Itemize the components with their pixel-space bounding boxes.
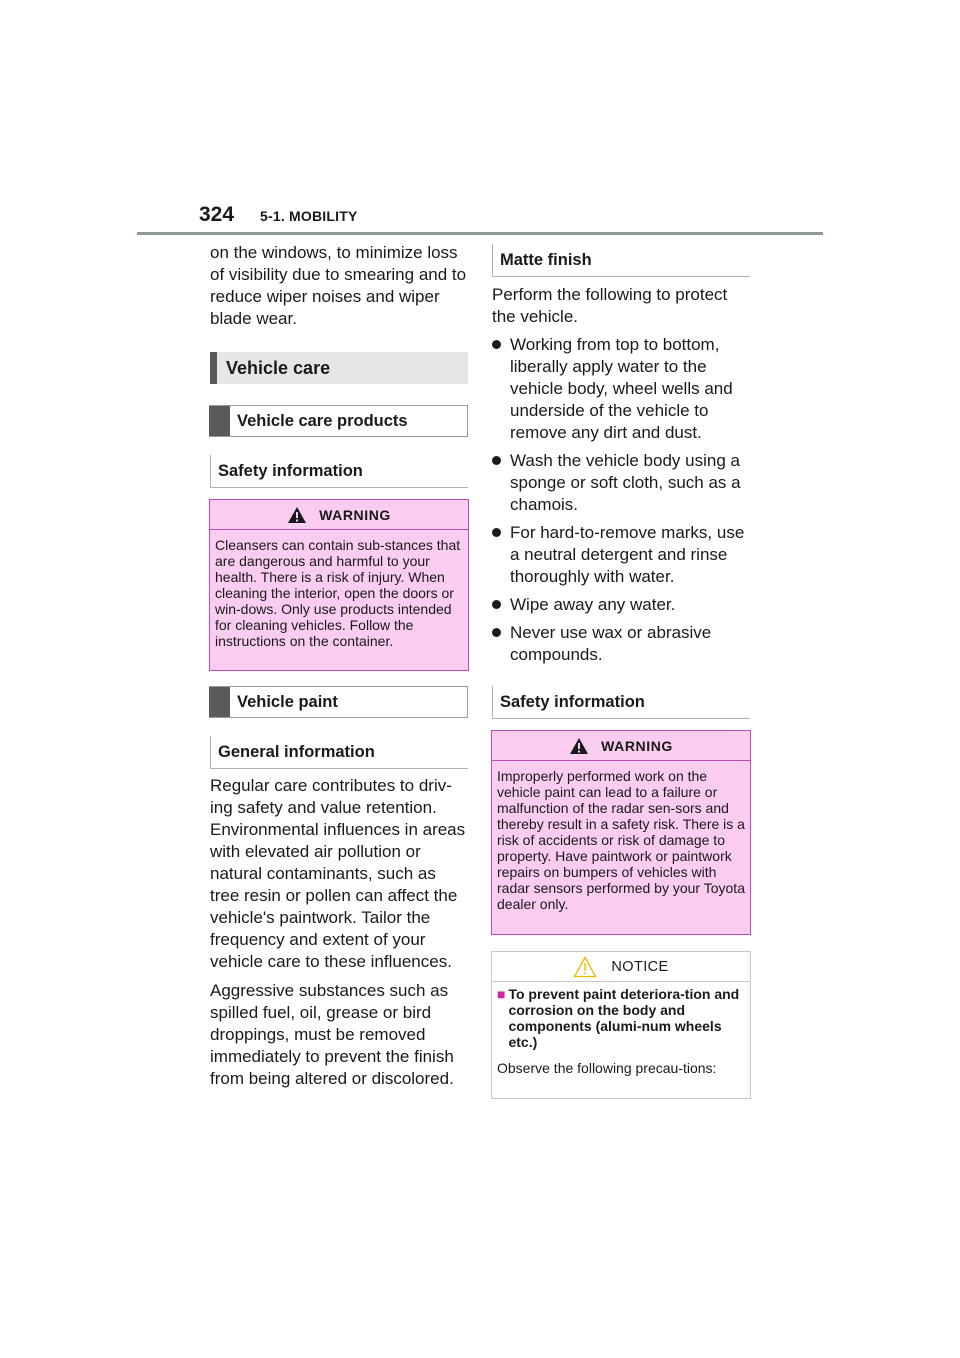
notice-item-title: To prevent paint deteriora-tion and corrosion on the body and components (alumi-num wheels etc.) (508, 986, 740, 1050)
warning-text: Improperly performed work on the vehicle paint can lead to a failure or malfunction of the radar sen-sors and thereby result in a safety risk. There is a risk of accidents or risk of damage to property. Have paintwork or paintwork repairs on bumpers of vehicles with radar sensors performed by your Toyota dealer only. (497, 768, 745, 912)
matte-intro (492, 284, 750, 328)
general-info-paragraphs (210, 775, 468, 1090)
list-item-text: Wipe away any water. (510, 595, 676, 614)
header-rule (137, 232, 823, 235)
heading-general-information-text: General information (218, 742, 375, 761)
heading-vehicle-care-products-text: Vehicle care products (237, 411, 408, 430)
notice-item (497, 986, 745, 1050)
heading-vehicle-care-products (209, 405, 468, 437)
bullet-dot (492, 456, 501, 465)
notice-text: Observe the following precau-tions: (497, 1060, 717, 1076)
heading-matte-finish (492, 244, 750, 277)
bullet-dot (492, 340, 501, 349)
list-item-text: Wash the vehicle body using a sponge or soft cloth, such as a chamois. (510, 451, 741, 514)
warning-header (210, 500, 468, 530)
list-item-text: Never use wax or abrasive compounds. (510, 623, 712, 664)
warning-box-cleansers (209, 499, 469, 671)
bullet-dot (492, 528, 501, 537)
paragraph-aggressive-substances: Aggressive substances such as spilled fuel, oil, grease or bird droppings, must be removed immediately to prevent the finish from being altered or discolored. (210, 981, 454, 1088)
heading-safety-information-left-text: Safety information (218, 461, 363, 480)
warning-header (492, 731, 750, 761)
page-number: 324 (199, 203, 235, 226)
heading-vehicle-care (210, 352, 468, 384)
list-item (492, 522, 750, 588)
warning-label: WARNING (319, 506, 391, 523)
paragraph-regular-care: Regular care contributes to driv-ing safety and value retention. Environmental influences in areas with elevated air pollution or natural contaminants, such as tree resin or pollen can affect the vehicle's paintwork. Tailor the frequency and extent of your vehicle care to these influences. (210, 776, 466, 971)
list-item (492, 622, 750, 666)
list-item (492, 334, 750, 444)
heading-bar (209, 406, 230, 436)
warning-triangle-icon (569, 737, 589, 755)
intro-paragraph (210, 242, 468, 330)
bullet-dot (492, 628, 501, 637)
warning-text: Cleansers can contain sub-stances that are dangerous and harmful to your health. There is a risk of injury. When cleaning the interior, open the doors or win-dows. Only use products intended for cleaning vehicles. Follow the instructions on the container. (215, 537, 461, 649)
heading-safety-information-right (492, 686, 750, 719)
intro-text: on the windows, to minimize loss of visibility due to smearing and to reduce wiper noises and wiper blade wear. (210, 243, 467, 328)
list-item-text: For hard-to-remove marks, use a neutral detergent and rinse thoroughly with water. (510, 523, 745, 586)
notice-box (491, 951, 751, 1099)
warning-label: WARNING (601, 737, 673, 754)
list-item (492, 594, 750, 616)
heading-safety-information-right-text: Safety information (500, 692, 645, 711)
list-item-text: Working from top to bottom, liberally apply water to the vehicle body, wheel wells and underside of the vehicle to remove any dirt and dust. (510, 335, 733, 442)
list-item (492, 450, 750, 516)
heading-vehicle-care-text: Vehicle care (226, 357, 331, 378)
notice-label: NOTICE (611, 958, 669, 975)
square-bullet-icon: ■ (497, 986, 506, 1002)
matte-intro-text: Perform the following to protect the vehicle. (492, 285, 728, 326)
heading-bar (209, 687, 230, 717)
heading-general-information (210, 736, 468, 769)
warning-triangle-icon (287, 506, 307, 524)
notice-header (492, 952, 750, 982)
section-title: 5-1. MOBILITY (260, 208, 358, 224)
heading-safety-information-left (210, 455, 468, 488)
matte-bullet-list (492, 334, 750, 672)
notice-body (492, 982, 750, 1076)
warning-box-paint (491, 730, 751, 935)
heading-vehicle-paint-text: Vehicle paint (237, 692, 338, 711)
bullet-dot (492, 600, 501, 609)
heading-vehicle-paint (209, 686, 468, 718)
heading-matte-finish-text: Matte finish (500, 250, 592, 269)
caution-triangle-icon (573, 956, 597, 978)
